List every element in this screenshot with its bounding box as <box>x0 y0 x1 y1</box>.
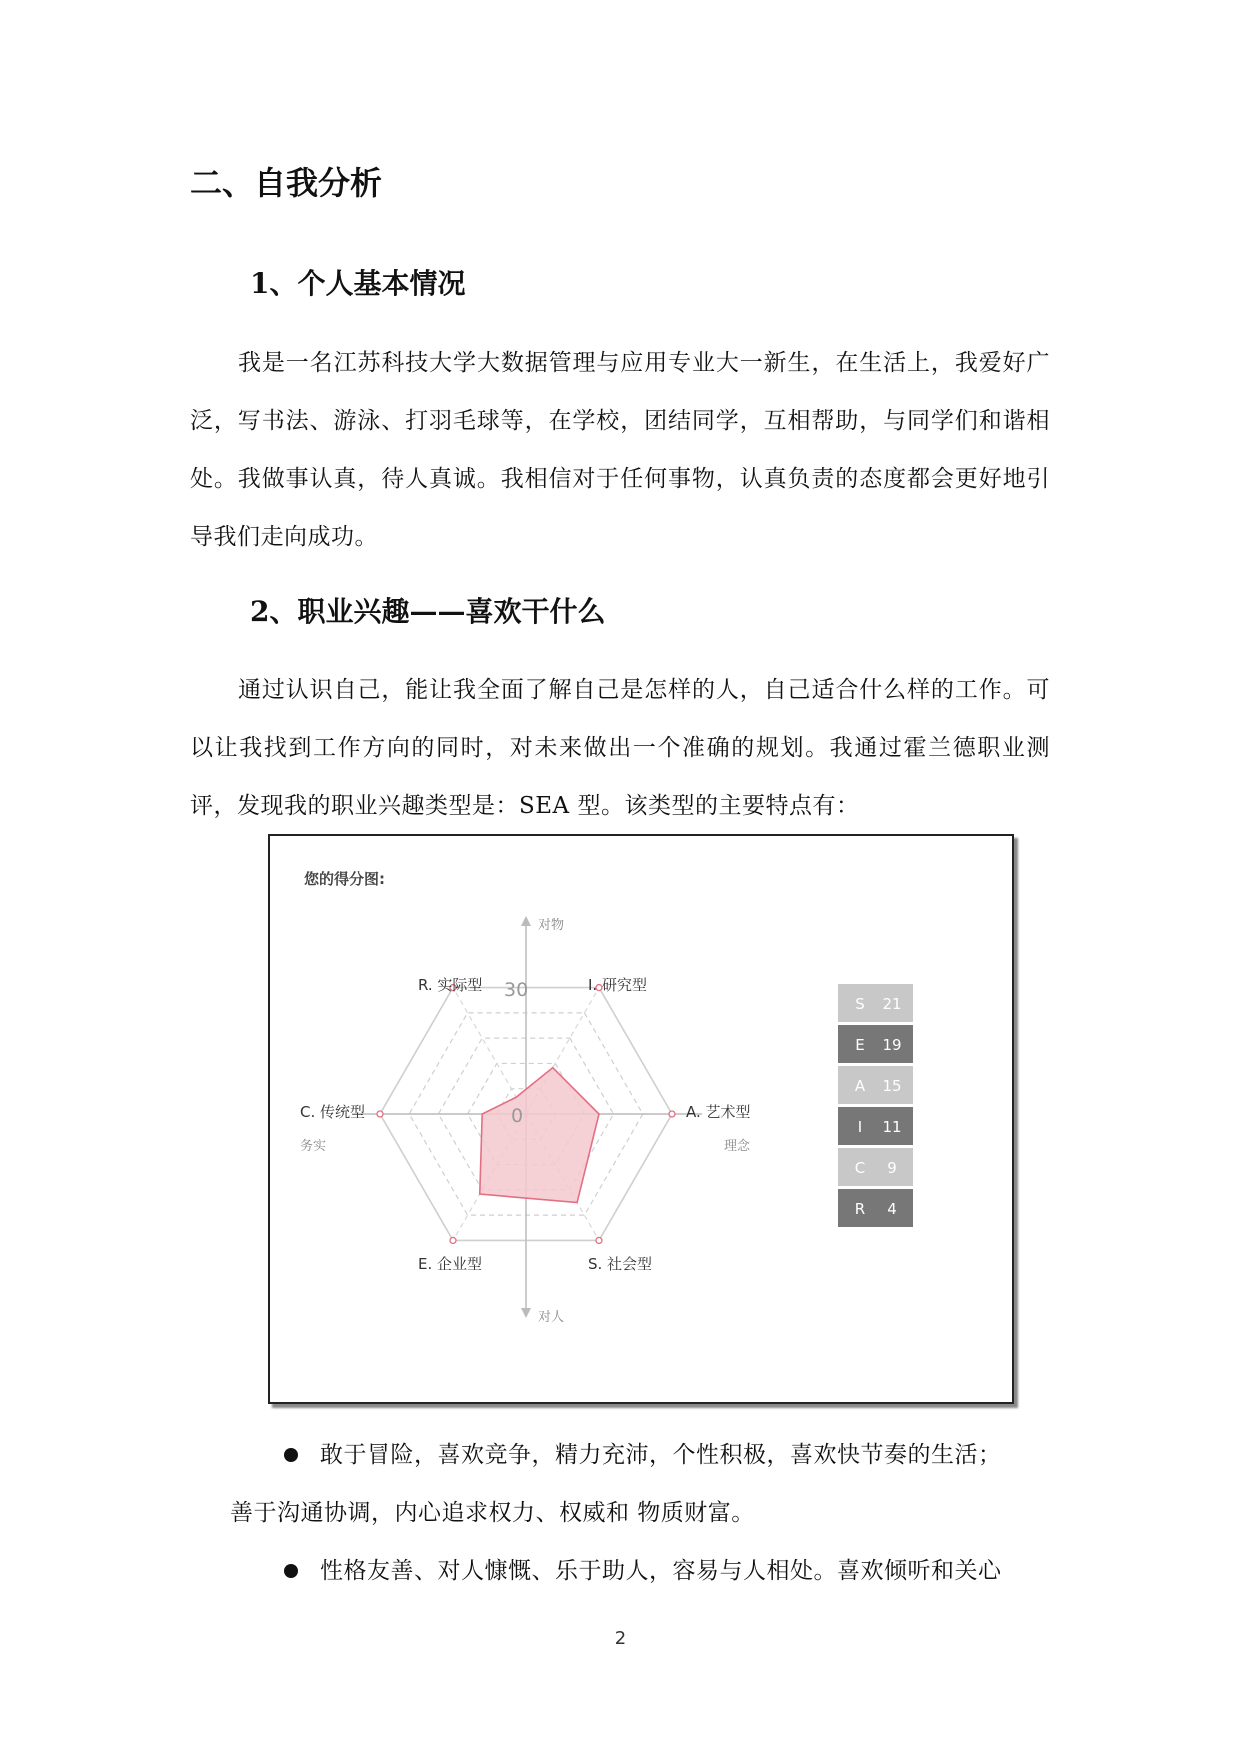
direction-label-right: 理念 <box>723 1139 750 1154</box>
axis-label: R. 实际型 <box>418 976 483 994</box>
direction-label-top: 对物 <box>538 918 565 933</box>
radar-chart <box>270 836 1012 1402</box>
direction-label-bottom: 对人 <box>538 1310 565 1325</box>
bullet-1-line1: 敢于冒险，喜欢竞争，精力充沛，个性积极，喜欢快节奏的生活； <box>320 1442 1002 1468</box>
score-code: I <box>857 1118 863 1136</box>
arrow-down-icon <box>521 1308 531 1318</box>
bullet-item-1 <box>230 1426 1060 1542</box>
axis-label: C. 传统型 <box>300 1103 366 1121</box>
score-value: 15 <box>882 1077 902 1095</box>
score-list <box>838 984 913 1227</box>
page-number: 2 <box>614 1628 627 1649</box>
range-label-max: 30 <box>504 979 529 1001</box>
score-row-bg <box>838 1107 913 1145</box>
score-row-bg <box>838 984 913 1022</box>
score-row-bg <box>838 1148 913 1186</box>
score-value: 11 <box>882 1118 902 1136</box>
axis-label: E. 企业型 <box>418 1255 483 1273</box>
vertex-dot <box>596 1237 602 1243</box>
score-row <box>838 1189 913 1227</box>
score-row-bg <box>838 1066 913 1104</box>
vertex-dot <box>669 1111 675 1117</box>
vertex-dot <box>377 1111 383 1117</box>
score-code: S <box>855 995 865 1013</box>
grid-spoke <box>453 988 526 1114</box>
score-value: 9 <box>887 1159 897 1177</box>
bullet-dot-icon <box>284 1448 298 1462</box>
range-label-min: 0 <box>511 1105 524 1127</box>
axis-label: A. 艺术型 <box>686 1103 751 1121</box>
score-code: R <box>854 1200 866 1218</box>
bullet-1-line2: 善于沟通协调，内心追求权力、权威和 物质财富。 <box>230 1500 755 1526</box>
arrow-up-icon <box>521 916 531 926</box>
direction-label-left: 务实 <box>300 1139 327 1154</box>
score-code: E <box>855 1036 865 1054</box>
score-chart <box>268 834 1014 1404</box>
score-row <box>838 1025 913 1063</box>
score-row-bg <box>838 1025 913 1063</box>
score-value: 4 <box>887 1200 897 1218</box>
score-row <box>838 984 913 1022</box>
score-value: 21 <box>882 995 902 1013</box>
score-row <box>838 1066 913 1104</box>
chart-title: 您的得分图: <box>304 870 385 888</box>
score-row <box>838 1107 913 1145</box>
subsection-title-career-interest: 2、职业兴趣——喜欢干什么 <box>250 595 606 628</box>
axis-label: S. 社会型 <box>588 1255 653 1273</box>
bullet-item-2 <box>230 1542 1060 1600</box>
score-code: A <box>854 1077 866 1095</box>
subsection-title-basic-info: 1、个人基本情况 <box>250 267 466 300</box>
career-interest-paragraph: 通过认识自己，能让我全面了解自己是怎样的人，自己适合什么样的工作。可以让我找到工作方向的同时，对未来做出一个准确的规划。我通过霍兰德职业测评，发现我的职业兴趣类型是：SEA 型。该类型的主要特点有： <box>190 677 1050 819</box>
score-value: 19 <box>882 1036 902 1054</box>
score-row-bg <box>838 1189 913 1227</box>
vertex-dot <box>450 1237 456 1243</box>
bullet-dot-icon <box>284 1564 298 1578</box>
axis-label: I. 研究型 <box>588 976 647 994</box>
bullet-2-line1: 性格友善、对人慷慨、乐于助人，容易与人相处。喜欢倾听和关心 <box>320 1558 1002 1584</box>
basic-info-paragraph: 我是一名江苏科技大学大数据管理与应用专业大一新生，在生活上，我爱好广泛，写书法、游泳、打羽毛球等，在学校，团结同学，互相帮助，与同学们和谐相处。我做事认真，待人真诚。我相信对于任何事物，认真负责的态度都会更好地引导我们走向成功。 <box>190 350 1050 550</box>
score-row <box>838 1148 913 1186</box>
score-polygon <box>480 1068 599 1203</box>
score-code: C <box>854 1159 866 1177</box>
section-title: 二、自我分析 <box>190 164 383 202</box>
